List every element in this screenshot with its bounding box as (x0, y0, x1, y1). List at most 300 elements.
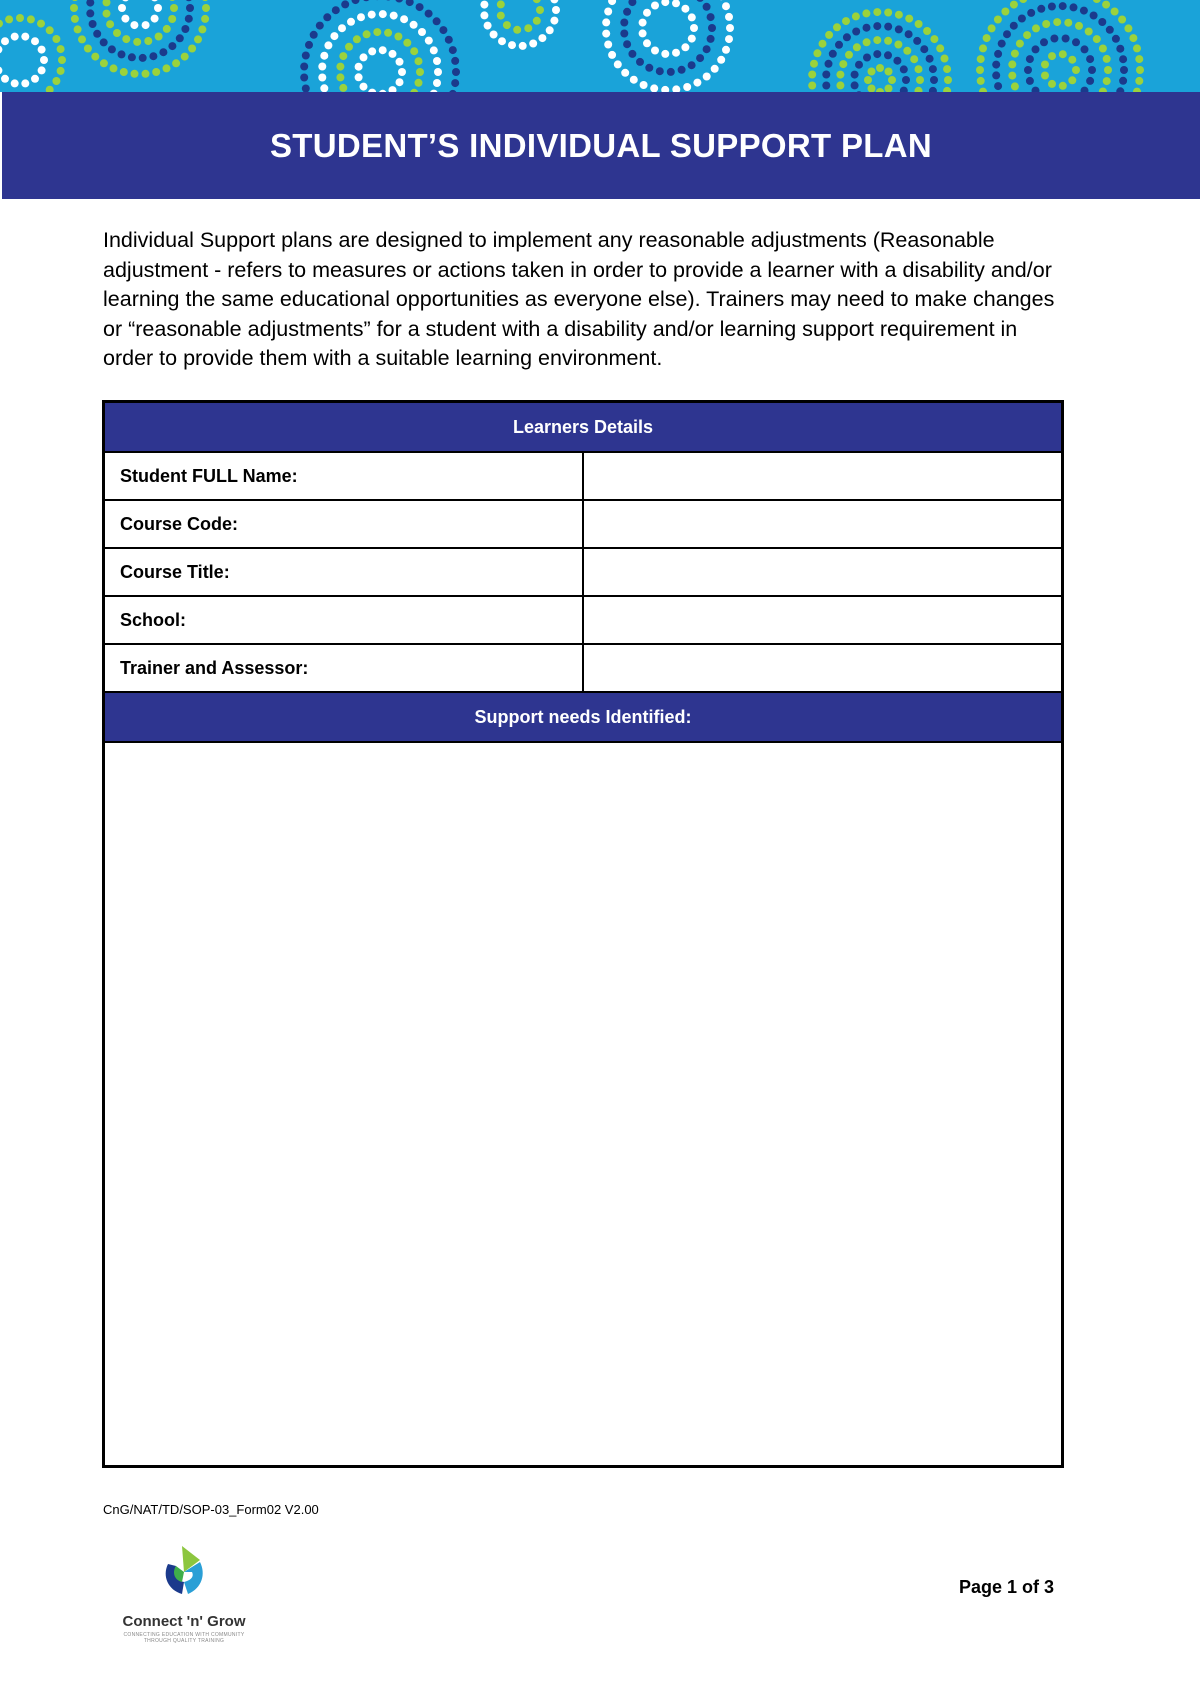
banner-dot (1011, 50, 1019, 58)
banner-dot (201, 15, 209, 23)
banner-dot (176, 34, 184, 42)
course-title-field[interactable] (583, 548, 1063, 596)
banner-dot (390, 12, 398, 20)
banner-dot (703, 73, 711, 81)
banner-dot (57, 67, 65, 75)
banner-dot (37, 20, 45, 28)
banner-dot (536, 6, 544, 14)
student-name-field[interactable] (583, 452, 1063, 500)
banner-dot (893, 57, 901, 65)
banner-dot (920, 45, 928, 53)
banner-dot (11, 79, 19, 87)
banner-dot (688, 61, 696, 69)
banner-dot (339, 84, 347, 92)
banner-dot (726, 24, 734, 32)
banner-dot (93, 30, 101, 38)
banner-dot (1106, 26, 1114, 34)
banner-dot (833, 23, 841, 31)
banner-dot (316, 22, 324, 30)
banner-dot (5, 15, 13, 23)
banner-dot (368, 47, 376, 55)
banner-dot (863, 54, 871, 62)
field-row-student-name (104, 452, 1063, 500)
banner-dot (1027, 9, 1035, 17)
banner-dot (651, 2, 659, 10)
banner-dot (843, 33, 851, 41)
banner-dot (884, 9, 892, 17)
banner-dot (1042, 20, 1050, 28)
banner-dot (855, 61, 863, 69)
banner-dot (868, 68, 876, 76)
banner-dot (484, 22, 492, 30)
banner-dot (620, 30, 628, 38)
banner-dot (11, 33, 19, 41)
banner-dot (994, 50, 1002, 58)
banner-dot (1119, 77, 1127, 85)
banner-dot (497, 12, 505, 20)
support-needs-heading: Support needs Identified: (104, 692, 1063, 742)
banner-dot (825, 31, 833, 39)
banner-dot (998, 40, 1006, 48)
banner-dot (21, 79, 29, 87)
banner-dot (300, 74, 308, 82)
banner-dot (656, 67, 664, 75)
banner-dot (868, 85, 876, 93)
decorative-dot-art-banner (0, 0, 1200, 92)
banner-dot (707, 13, 715, 21)
banner-dot (623, 8, 631, 16)
banner-dot (1008, 72, 1016, 80)
banner-dot (602, 30, 610, 38)
banner-dot (661, 50, 669, 58)
banner-dot (21, 33, 29, 41)
banner-dot (1010, 1, 1018, 9)
banner-dot (608, 0, 616, 5)
banner-dot (384, 0, 392, 1)
banner-dot (1016, 40, 1024, 48)
banner-dot (1041, 61, 1049, 69)
banner-dot (320, 52, 328, 60)
banner-dot (672, 0, 680, 7)
banner-dot (639, 29, 647, 37)
banner-dot (108, 45, 116, 53)
banner-dot (839, 60, 847, 68)
banner-dot (480, 11, 488, 19)
banner-dot (672, 49, 680, 57)
title-bar (2, 92, 1200, 199)
banner-dot (703, 45, 711, 53)
banner-dot (425, 10, 433, 18)
banner-dot (1059, 2, 1067, 10)
banner-dot (1098, 18, 1106, 26)
banner-dot (433, 17, 441, 25)
banner-dot (324, 41, 332, 49)
banner-dot (338, 24, 346, 32)
banner-dot (977, 55, 985, 63)
banner-dot (640, 81, 648, 89)
banner-dot (708, 24, 716, 32)
field-row-course-code (104, 500, 1063, 548)
banner-dot (1093, 35, 1101, 43)
banner-dot (1040, 38, 1048, 46)
banner-dot (152, 68, 160, 76)
banner-dot (363, 30, 371, 38)
banner-dot (368, 11, 376, 19)
banner-dot (845, 51, 853, 59)
banner-dot (976, 66, 984, 74)
banner-dot (707, 35, 715, 43)
banner-dot (416, 68, 424, 76)
banner-dot (168, 15, 176, 23)
banner-dot (905, 30, 913, 38)
banner-dot (650, 84, 658, 92)
banner-dot (678, 66, 686, 74)
banner-dot (1086, 77, 1094, 85)
banner-dot (418, 28, 426, 36)
banner-dot (513, 26, 521, 34)
banner-dot (944, 76, 952, 84)
banner-dot (100, 38, 108, 46)
banner-dot (977, 77, 985, 85)
banner-dot (1112, 35, 1120, 43)
banner-dot (106, 20, 114, 28)
banner-dot (1003, 30, 1011, 38)
trainer-assessor-field[interactable] (583, 644, 1063, 692)
banner-dot (851, 81, 859, 89)
banner-dot (524, 24, 532, 32)
banner-dot (300, 63, 308, 71)
school-field[interactable] (583, 596, 1063, 644)
banner-dot (639, 19, 647, 27)
banner-dot (202, 4, 210, 12)
banner-dot (159, 48, 167, 56)
logo-tagline: CONNECTING EDUCATION WITH COMMUNITY THROUGH QUALITY TRAINING (123, 1632, 245, 1644)
banner-dot (852, 28, 860, 36)
banner-dot (16, 14, 24, 22)
banner-dot (885, 68, 893, 76)
banner-dot (52, 35, 60, 43)
banner-dot (822, 71, 830, 79)
banner-dot (74, 25, 82, 33)
banner-dot (623, 40, 631, 48)
banner-dot (379, 10, 387, 18)
banner-dot (194, 35, 202, 43)
banner-dot (86, 9, 94, 17)
banner-dot (360, 83, 368, 91)
banner-dot (1008, 60, 1016, 68)
banner-dot (667, 68, 675, 76)
banner-dot (433, 79, 441, 87)
form-code: CnG/NAT/TD/SOP-03_Form02 V2.00 (103, 1502, 319, 1517)
banner-dot (1024, 66, 1032, 74)
banner-dot (433, 57, 441, 65)
banner-dot (430, 46, 438, 54)
banner-dot (121, 15, 129, 23)
banner-dot (672, 85, 680, 92)
banner-dot (936, 44, 944, 52)
banner-dot (398, 68, 406, 76)
banner-dot (78, 35, 86, 43)
field-row-trainer-assessor (104, 644, 1063, 692)
banner-dot (416, 3, 424, 11)
banner-dot (302, 52, 310, 60)
banner-dot (1026, 55, 1034, 63)
banner-dot (1088, 66, 1096, 74)
banner-dot (836, 71, 844, 79)
banner-dot (1, 75, 9, 83)
banner-dot (103, 10, 111, 18)
banner-dot (1019, 0, 1027, 3)
banner-dot (1050, 35, 1058, 43)
banner-dot (688, 13, 696, 21)
dot-pattern-svg (0, 0, 1200, 92)
banner-dot (546, 26, 554, 34)
banner-dot (339, 52, 347, 60)
banner-dot (449, 46, 457, 54)
banner-dot (318, 63, 326, 71)
course-code-field[interactable] (583, 500, 1063, 548)
banner-dot (498, 37, 506, 45)
banner-dot (31, 37, 39, 45)
learners-details-heading: Learners Details (104, 402, 1063, 453)
banner-dot (900, 65, 908, 73)
banner-dot (862, 9, 870, 17)
banner-dot (916, 76, 924, 84)
banner-dot (490, 31, 498, 39)
banner-dot (819, 40, 827, 48)
banner-dot (320, 84, 328, 92)
banner-dot (1118, 16, 1126, 24)
banner-dot (983, 34, 991, 42)
intro-paragraph: Individual Support plans are designed to implement any reasonable adjustments (Reasonable adjustment - refers to measures or actions taken in order to provide a learner with a disability and/or learning the same educational opportunities as everyone else). Trainers may need to make changes or “reasonable adjustments” for a student with a disability and/or learning support requirement in order to provide them with a suitable learning environment. (103, 228, 1055, 370)
banner-dot (994, 82, 1002, 90)
banner-dot (86, 0, 94, 7)
banner-dot (497, 0, 505, 8)
banner-dot (396, 78, 404, 86)
field-row-school (104, 596, 1063, 644)
banner-dot (452, 68, 460, 76)
banner-dot (533, 17, 541, 25)
banner-dot (353, 35, 361, 43)
banner-dot (186, 4, 194, 12)
banner-dot (345, 43, 353, 51)
banner-dot (643, 9, 651, 17)
banner-dot (151, 15, 159, 23)
banner-dot (884, 51, 892, 59)
banner-dot (717, 56, 725, 64)
banner-dot (89, 20, 97, 28)
banner-dot (1032, 24, 1040, 32)
banner-dot (1023, 31, 1031, 39)
banner-dot (1116, 45, 1124, 53)
banner-dot (1072, 66, 1080, 74)
banner-dot (0, 20, 3, 28)
banner-dot (1103, 55, 1111, 63)
banner-dot (888, 76, 896, 84)
banner-dot (71, 0, 79, 1)
banner-dot (533, 0, 541, 3)
banner-dot (550, 17, 558, 25)
banner-dot (410, 21, 418, 29)
banner-dot (46, 26, 54, 34)
logo-brand-name: Connect 'n' Grow (122, 1613, 246, 1630)
banner-dot (168, 42, 176, 50)
banner-dot (851, 71, 859, 79)
banner-dot (323, 13, 331, 21)
banner-dot (604, 8, 612, 16)
banner-dot (1070, 3, 1078, 11)
banner-dot (84, 45, 92, 53)
banner-dot (139, 54, 147, 62)
banner-dot (915, 20, 923, 28)
banner-dot (395, 0, 403, 3)
banner-dot (128, 53, 136, 61)
banner-dot (988, 24, 996, 32)
banner-dot (690, 24, 698, 32)
banner-dot (163, 64, 171, 72)
banner-dot (621, 69, 629, 77)
banner-dot (110, 64, 118, 72)
banner-dot (835, 41, 843, 49)
banner-dot (825, 60, 833, 68)
banner-dot (550, 0, 558, 3)
banner-dot (355, 73, 363, 81)
banner-dot (451, 57, 459, 65)
banner-dot (318, 74, 326, 82)
banner-dot (142, 70, 150, 78)
banner-dot (529, 40, 537, 48)
banner-dot (1011, 82, 1019, 90)
banner-dot (1099, 45, 1107, 53)
banner-dot (808, 82, 816, 90)
banner-dot (310, 31, 318, 39)
banner-dot (332, 6, 340, 14)
banner-dot (620, 19, 628, 27)
banner-dot (711, 65, 719, 73)
school-label: School: (104, 596, 584, 644)
banner-dot (1136, 66, 1144, 74)
banner-dot (1120, 66, 1128, 74)
banner-dot (894, 41, 902, 49)
banner-dot (151, 0, 159, 1)
banner-dot (915, 65, 923, 73)
banner-dot (185, 0, 193, 1)
banner-dot (70, 4, 78, 12)
banner-dot (1059, 82, 1067, 90)
banner-dot (352, 0, 360, 4)
banner-dot (373, 28, 381, 36)
banner-dot (57, 45, 65, 53)
banner-dot (903, 47, 911, 55)
banner-dot (400, 15, 408, 23)
banner-dot (1064, 19, 1072, 27)
banner-dot (703, 3, 711, 11)
banner-dot (1129, 34, 1137, 42)
banner-dot (842, 17, 850, 25)
banner-dot (905, 15, 913, 23)
banner-dot (992, 61, 1000, 69)
banner-dot (1124, 24, 1132, 32)
banner-dot (808, 71, 816, 79)
banner-dot (355, 63, 363, 71)
page-number: Page 1 of 3 (958, 1577, 1054, 1597)
banner-dot (181, 53, 189, 61)
banner-dot (347, 18, 355, 26)
banner-dot (863, 24, 871, 32)
banner-dot (38, 46, 46, 54)
banner-dot (142, 21, 150, 29)
banner-dot (330, 32, 338, 40)
banner-dot (696, 0, 704, 2)
banner-dot (120, 68, 128, 76)
banner-dot (71, 15, 79, 23)
banner-dot (1080, 7, 1088, 15)
banner-dot (992, 71, 1000, 79)
banner-dot (693, 79, 701, 87)
banner-dot (1068, 56, 1076, 64)
banner-dot (508, 41, 516, 49)
field-row-course-title (104, 548, 1063, 596)
trainer-assessor-label: Trainer and Assessor: (104, 644, 584, 692)
banner-dot (336, 63, 344, 71)
banner-dot (133, 38, 141, 46)
banner-dot (1075, 22, 1083, 30)
banner-dot (425, 37, 433, 45)
banner-dot (40, 56, 48, 64)
banner-dot (357, 13, 365, 21)
banner-dot (885, 85, 893, 93)
banner-dot (118, 50, 126, 58)
banner-dot (58, 56, 66, 64)
banner-dot (1048, 52, 1056, 60)
banner-dot (91, 53, 99, 61)
support-needs-field[interactable] (104, 742, 1063, 1467)
banner-dot (853, 43, 861, 51)
leaf-logo-icon (154, 1542, 214, 1606)
banner-dot (614, 60, 622, 68)
banner-dot (1053, 18, 1061, 26)
banner-dot (480, 1, 488, 9)
banner-dot (884, 23, 892, 31)
banner-dot (188, 45, 196, 53)
banner-dot (302, 85, 310, 93)
banner-dot (873, 8, 881, 16)
banner-dot (406, 0, 414, 6)
banner-dot (38, 66, 46, 74)
banner-dot (1085, 28, 1093, 36)
banner-dot (1119, 55, 1127, 63)
banner-dot (1018, 15, 1026, 23)
banner-dot (155, 33, 163, 41)
banner-dot (683, 83, 691, 91)
banner-dot (168, 0, 176, 1)
banner-dot (923, 27, 931, 35)
banner-dot (1102, 1, 1110, 9)
banner-dot (181, 25, 189, 33)
banner-dot (884, 37, 892, 45)
student-name-label: Student FULL Name: (104, 452, 584, 500)
banner-dot (630, 76, 638, 84)
banner-dot (628, 0, 636, 6)
banner-dot (434, 68, 442, 76)
banner-dot (810, 60, 818, 68)
banner-dot (503, 21, 511, 29)
banner-dot (1059, 50, 1067, 58)
banner-dot (1, 37, 9, 45)
course-title-label: Course Title: (104, 548, 584, 596)
banner-dot (0, 46, 2, 54)
banner-dot (651, 47, 659, 55)
